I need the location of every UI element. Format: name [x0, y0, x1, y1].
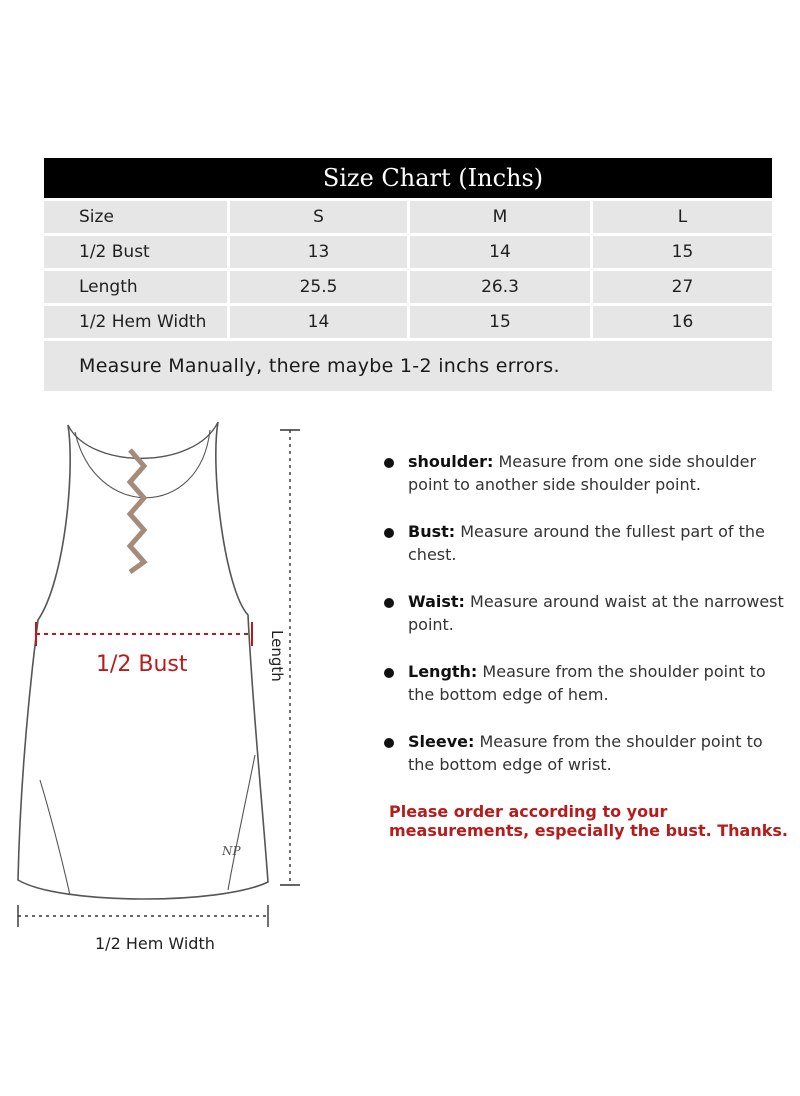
- instruction-term: Length:: [408, 662, 478, 681]
- bullet-icon: [384, 668, 394, 678]
- bullet-icon: [384, 738, 394, 748]
- instruction-text: Measure around the fullest part of the chest.: [408, 522, 765, 564]
- instruction-text: Measure from the shoulder point to the bottom edge of wrist.: [408, 732, 763, 774]
- table-row: [44, 306, 772, 341]
- row-label: Length: [44, 271, 227, 303]
- bullet-icon: [384, 528, 394, 538]
- instruction-text: Measure from the shoulder point to the bottom edge of hem.: [408, 662, 766, 704]
- tank-neckline: [68, 422, 218, 458]
- cell-value: 14: [410, 236, 590, 268]
- brand-logo-mark: NP: [222, 844, 241, 858]
- length-label: Length: [268, 630, 286, 682]
- cell-value: 15: [593, 236, 772, 268]
- table-row: [44, 271, 772, 306]
- header-m: M: [410, 201, 590, 233]
- instruction-text: Measure around waist at the narrowest point.: [408, 592, 784, 634]
- header-s: S: [230, 201, 407, 233]
- instruction-item: [378, 590, 788, 636]
- cell-value: 16: [593, 306, 772, 338]
- order-warning: Please order according to your measurements, especially the bust. Thanks.: [389, 802, 788, 840]
- header-size: Size: [44, 201, 227, 233]
- cell-value: 25.5: [230, 271, 407, 303]
- measurement-instructions: [378, 450, 788, 800]
- instruction-term: Bust:: [408, 522, 456, 541]
- tank-seam: [40, 780, 70, 895]
- twist-back-detail: [130, 450, 144, 572]
- bullet-icon: [384, 458, 394, 468]
- instruction-item: [378, 450, 788, 496]
- cell-value: 27: [593, 271, 772, 303]
- header-l: L: [593, 201, 772, 233]
- tank-seam-right: [228, 755, 255, 890]
- instruction-term: Waist:: [408, 592, 465, 611]
- cell-value: 14: [230, 306, 407, 338]
- size-chart-title: Size Chart (Inchs): [44, 158, 772, 198]
- table-row: [44, 236, 772, 271]
- row-label: 1/2 Hem Width: [44, 306, 227, 338]
- instruction-item: [378, 520, 788, 566]
- hem-width-label: 1/2 Hem Width: [95, 934, 215, 953]
- instruction-item: [378, 660, 788, 706]
- cell-value: 15: [410, 306, 590, 338]
- table-header-row: [44, 201, 772, 236]
- instruction-term: Sleeve:: [408, 732, 475, 751]
- bullet-icon: [384, 598, 394, 608]
- instruction-term: shoulder:: [408, 452, 494, 471]
- row-label: 1/2 Bust: [44, 236, 227, 268]
- instruction-item: [378, 730, 788, 776]
- cell-value: 26.3: [410, 271, 590, 303]
- bust-label: 1/2 Bust: [96, 652, 188, 677]
- instruction-text: Measure from one side shoulder point to another side shoulder point.: [408, 452, 757, 494]
- measurement-note: Measure Manually, there maybe 1-2 inchs errors.: [44, 341, 772, 391]
- cell-value: 13: [230, 236, 407, 268]
- size-chart-table: [44, 158, 772, 389]
